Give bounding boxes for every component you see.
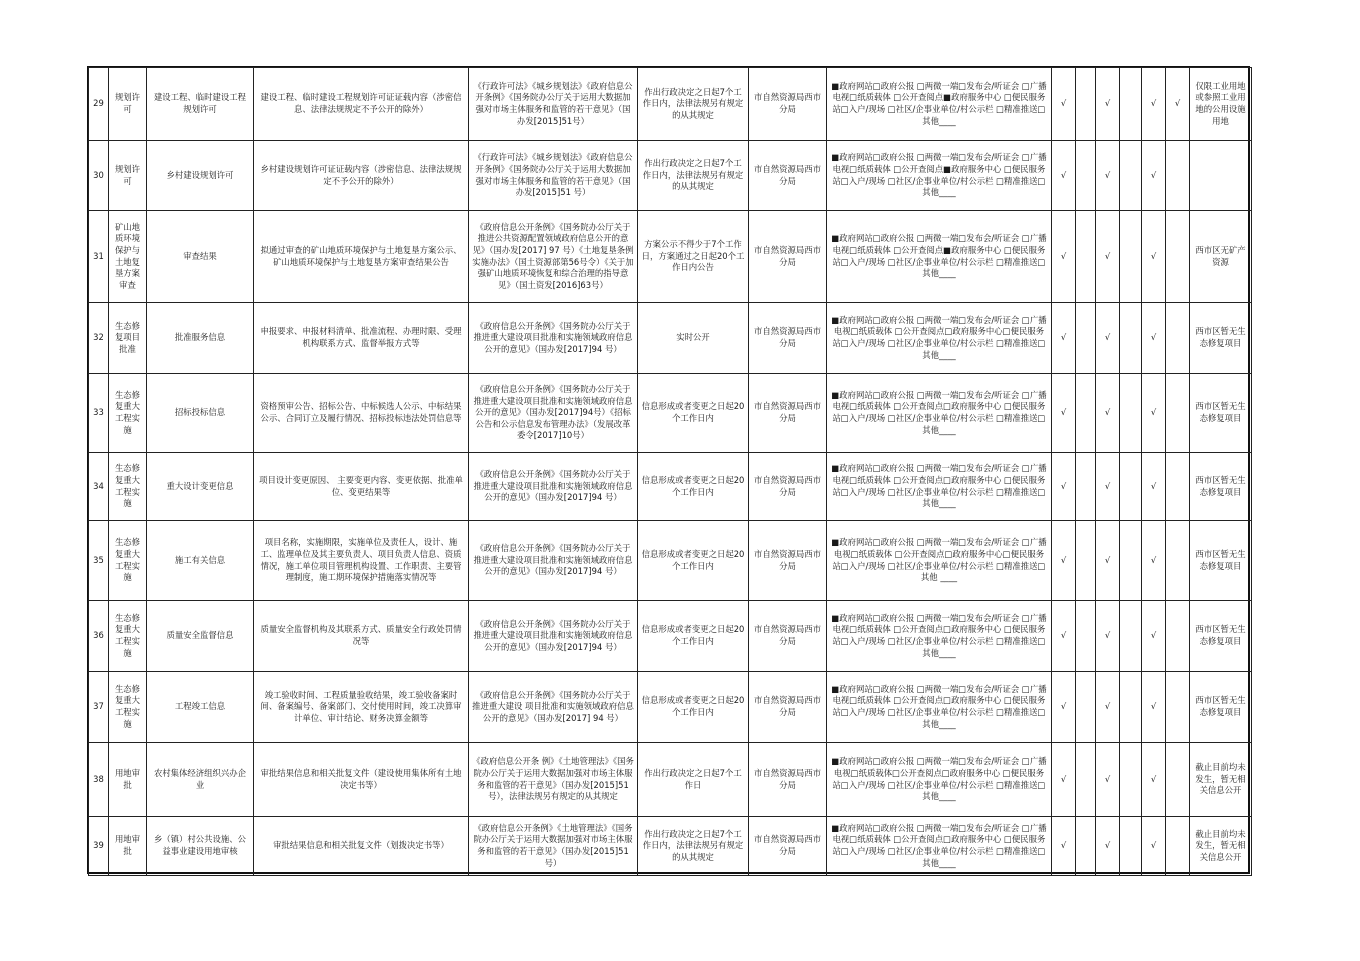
- table-body: [89, 68, 1252, 876]
- row-check-3: √: [1096, 672, 1120, 743]
- row-item: 农村集体经济组织兴办企业: [147, 743, 254, 817]
- row-check-6: [1166, 672, 1190, 743]
- row-channels: ■政府网站□政府公报 □两微一端□发布会/听证会 □广播电视□纸质载体 □公开查阅点■政府服务中心 □便民服务站□入户/现场 □社区/企事业单位/村公示栏 □精准推送□其他____: [827, 211, 1052, 303]
- row-check-4: [1120, 374, 1142, 453]
- row-content: 审批结果信息和相关批复文件（建设使用集体所有土地决定书等）: [254, 743, 469, 817]
- row-basis: 《行政许可法》《城乡规划法》《政府信息公开条例》《国务院办公厅关于运用大数据加强对市场主体服务和监管的若干意见》（国办发[2015]51号）: [469, 68, 638, 141]
- row-check-4: [1120, 601, 1142, 672]
- row-number: 35: [89, 521, 109, 601]
- row-check-3: √: [1096, 601, 1120, 672]
- row-channels: ■政府网站□政府公报 □两微一端□发布会/听证会 □广播电视□纸质载体 □公开查阅点□政府服务中心 □便民服务站□入户/现场 □社区/企事业单位/村公示栏 □精准推送□其他____: [827, 453, 1052, 521]
- table-row: [89, 303, 1252, 374]
- row-subject: 市自然资源局西市分局: [749, 672, 827, 743]
- row-check-6: √: [1166, 68, 1190, 141]
- row-content: 项目名称，实施期限，实施单位及责任人，设计、施工、监理单位及其主要负责人、项目负责人信息、资质情况，施工单位项目管理机构设置、工作职责、主要管理制度，施工期环境保护措施落实情况等: [254, 521, 469, 601]
- row-basis: 《政府信息公开条例》《国务院办公厅关于推进重大建设项目批准和实施领域政府信息公开的意见》（国办发[2017]94 号）: [469, 303, 638, 374]
- row-check-4: [1120, 141, 1142, 211]
- row-note: 仅限工业用地或参照工业用地的公用设施用地: [1190, 68, 1252, 141]
- row-subject: 市自然资源局西市分局: [749, 817, 827, 876]
- row-content: 质量安全监督机构及其联系方式、质量安全行政处罚情况等: [254, 601, 469, 672]
- row-content: 建设工程、临时建设工程规划许可证证载内容（涉密信息、法律法规规定不予公开的除外）: [254, 68, 469, 141]
- row-check-5: √: [1142, 521, 1166, 601]
- row-basis: 《政府信息公开条例》《国务院办公厅关于推进重大建设项目批准和实施领域政府信息公开的意见》（国办发[2017]94 号）: [469, 521, 638, 601]
- row-check-6: [1166, 141, 1190, 211]
- row-check-6: [1166, 743, 1190, 817]
- row-check-1: √: [1052, 141, 1076, 211]
- table-row: [89, 68, 1252, 141]
- row-check-1: √: [1052, 303, 1076, 374]
- row-check-4: [1120, 521, 1142, 601]
- row-check-1: √: [1052, 601, 1076, 672]
- row-item: 招标投标信息: [147, 374, 254, 453]
- row-check-1: √: [1052, 453, 1076, 521]
- row-channels: ■政府网站□政府公报 □两微一端□发布会/听证会 □广播电视□纸质载体 □公开查阅点□政府服务中心 □便民服务站□入户/现场 □社区/企事业单位/村公示栏 □精准推送□其他____: [827, 601, 1052, 672]
- row-note: 西市区无矿产资源: [1190, 211, 1252, 303]
- row-check-2: [1076, 672, 1096, 743]
- row-check-3: √: [1096, 817, 1120, 876]
- table-row: [89, 141, 1252, 211]
- row-subject: 市自然资源局西市分局: [749, 743, 827, 817]
- row-category: 生态修复项目批准: [109, 303, 147, 374]
- row-check-2: [1076, 374, 1096, 453]
- row-check-2: [1076, 68, 1096, 141]
- row-check-5: √: [1142, 601, 1166, 672]
- row-check-3: √: [1096, 303, 1120, 374]
- row-check-4: [1120, 743, 1142, 817]
- row-check-3: √: [1096, 211, 1120, 303]
- row-check-2: [1076, 303, 1096, 374]
- row-content: 竣工验收时间、工程质量验收结果，竣工验收备案时间、备案编号、备案部门、交付使用时间，竣工决算审计单位、审计结论、财务决算金额等: [254, 672, 469, 743]
- row-number: 33: [89, 374, 109, 453]
- row-content: 乡村建设规划许可证证载内容（涉密信息、法律法规规定不予公开的除外）: [254, 141, 469, 211]
- row-number: 31: [89, 211, 109, 303]
- row-item: 乡（镇）村公共设施、公益事业建设用地审核: [147, 817, 254, 876]
- row-subject: 市自然资源局西市分局: [749, 601, 827, 672]
- row-check-1: √: [1052, 374, 1076, 453]
- row-item: 批准服务信息: [147, 303, 254, 374]
- row-check-2: [1076, 743, 1096, 817]
- row-category: 用地审批: [109, 743, 147, 817]
- row-category: 生态修复重大工程实施: [109, 601, 147, 672]
- row-subject: 市自然资源局西市分局: [749, 374, 827, 453]
- row-number: 36: [89, 601, 109, 672]
- row-category: 生态修复重大工程实施: [109, 521, 147, 601]
- row-check-2: [1076, 211, 1096, 303]
- row-item: 施工有关信息: [147, 521, 254, 601]
- row-note: 截止目前均未发生，暂无相关信息公开: [1190, 817, 1252, 876]
- table-row: [89, 743, 1252, 817]
- row-check-1: √: [1052, 743, 1076, 817]
- row-number: 30: [89, 141, 109, 211]
- row-basis: 《政府信息公开条例》《国务院办公厅关于推进公共资源配置领域政府信息公开的意见》（国办发[2017] 97 号）《土地复垦条例实施办法》（国土资源部第56号令）《关于加强矿山地质环境恢复和综合治理的指导意见》（国土资发[2016]63号）: [469, 211, 638, 303]
- row-check-1: √: [1052, 672, 1076, 743]
- row-basis: 《政府信息公开条例》《国务院办公厅关于推进重大建设项目批准和实施领域政府信息公开的意见》（国办发[2017]94 号）: [469, 601, 638, 672]
- row-content: 审批结果信息和相关批复文件（划拨决定书等）: [254, 817, 469, 876]
- row-check-5: √: [1142, 672, 1166, 743]
- table-row: [89, 453, 1252, 521]
- row-check-2: [1076, 817, 1096, 876]
- row-check-5: √: [1142, 817, 1166, 876]
- row-check-4: [1120, 68, 1142, 141]
- row-subject: 市自然资源局西市分局: [749, 303, 827, 374]
- row-number: 32: [89, 303, 109, 374]
- row-check-1: √: [1052, 211, 1076, 303]
- row-note: 西市区暂无生态修复项目: [1190, 672, 1252, 743]
- row-item: 工程竣工信息: [147, 672, 254, 743]
- row-check-4: [1120, 817, 1142, 876]
- row-subject: 市自然资源局西市分局: [749, 141, 827, 211]
- row-channels: ■政府网站□政府公报 □两微一端□发布会/听证会 □广播电视□纸质载体 □公开查阅点■政府服务中心 □便民服务站□入户/现场 □社区/企事业单位/村公示栏 □精准推送□其他____: [827, 141, 1052, 211]
- row-content: 项目设计变更原因、 主要变更内容、变更依据、批准单位、变更结果等: [254, 453, 469, 521]
- row-check-5: √: [1142, 68, 1166, 141]
- row-channels: ■政府网站□政府公报 □两微一端□发布会/听证会 □广播电视□纸质载体 □公开查阅点□政府服务中心□便民服务站□入户/现场 □社区/企事业单位/村公示栏 □精准推送□其他____: [827, 303, 1052, 374]
- row-item: 乡村建设规划许可: [147, 141, 254, 211]
- row-content: 申报要求、申报材料清单、批准流程、办理时限、受理机构联系方式、监督举报方式等: [254, 303, 469, 374]
- row-channels: ■政府网站□政府公报 □两微一端□发布会/听证会 □广播电视□纸质载体 □公开查阅点■政府服务中心 □便民服务站□入户/现场 □社区/企事业单位/村公示栏 □精准推送□其他____: [827, 68, 1052, 141]
- row-subject: 市自然资源局西市分局: [749, 521, 827, 601]
- row-note: 西市区暂无生态修复项目: [1190, 303, 1252, 374]
- row-note: 西市区暂无生态修复项目: [1190, 601, 1252, 672]
- row-timing: 信息形成或者变更之日起20个工作日内: [638, 374, 749, 453]
- row-category: 矿山地质环境保护与土地复垦方案审查: [109, 211, 147, 303]
- row-item: 质量安全监督信息: [147, 601, 254, 672]
- row-check-3: √: [1096, 141, 1120, 211]
- row-number: 39: [89, 817, 109, 876]
- row-timing: 信息形成或者变更之日起20个工作日内: [638, 601, 749, 672]
- row-timing: 作出行政决定之日起7个工作日内，法律法规另有规定的从其规定: [638, 817, 749, 876]
- row-check-5: √: [1142, 141, 1166, 211]
- row-basis: 《政府信息公开条例》《国务院办公厅关于推进重大建设 项目批准和实施领域政府信息公开的意见》（国办发[2017] 94 号）: [469, 672, 638, 743]
- row-item: 建设工程、临时建设工程规划许可: [147, 68, 254, 141]
- table-row: [89, 521, 1252, 601]
- row-check-4: [1120, 453, 1142, 521]
- row-check-2: [1076, 141, 1096, 211]
- row-basis: 《政府信息公开条例》《国务院办公厅关于推进重大建设项目批准和实施领域政府信息公开的意见》（国办发[2017]94号）《招标公告和公示信息发布管理办法》（发展改革委令[2017]10号）: [469, 374, 638, 453]
- row-content: 资格预审公告、招标公告、中标候选人公示、中标结果公示、合同订立及履行情况、招标投标违法处罚信息等: [254, 374, 469, 453]
- row-number: 38: [89, 743, 109, 817]
- row-timing: 作出行政决定之日起7个工作日内，法律法规另有规定的从其规定: [638, 68, 749, 141]
- table-row: [89, 672, 1252, 743]
- row-timing: 作出行政决定之日起7个工作日: [638, 743, 749, 817]
- row-check-5: √: [1142, 211, 1166, 303]
- row-note: 西市区暂无生态修复项目: [1190, 374, 1252, 453]
- row-note: 截止目前均未发生，暂无相关信息公开: [1190, 743, 1252, 817]
- row-check-5: √: [1142, 453, 1166, 521]
- row-category: 规划许可: [109, 68, 147, 141]
- row-check-1: √: [1052, 817, 1076, 876]
- row-check-4: [1120, 211, 1142, 303]
- row-number: 37: [89, 672, 109, 743]
- row-channels: ■政府网站□政府公报 □两微一端□发布会/听证会 □广播电视□纸质载体 □公开查阅点□政府服务中心□便民服务站□入户/现场 □社区/企事业单位/村公示栏 □精准推送□其他 ____: [827, 521, 1052, 601]
- row-channels: ■政府网站□政府公报 □两微一端□发布会/听证会 □广播电视□纸质载体 □公开查阅点□政府服务中心 □便民服务站□入户/现场 □社区/企事业单位/村公示栏 □精准推送□其他____: [827, 817, 1052, 876]
- row-check-5: √: [1142, 303, 1166, 374]
- row-check-3: √: [1096, 521, 1120, 601]
- row-check-6: [1166, 521, 1190, 601]
- row-note: 西市区暂无生态修复项目: [1190, 521, 1252, 601]
- row-item: 审查结果: [147, 211, 254, 303]
- row-category: 生态修复重大工程实施: [109, 672, 147, 743]
- row-number: 34: [89, 453, 109, 521]
- row-subject: 市自然资源局西市分局: [749, 68, 827, 141]
- table-row: [89, 817, 1252, 876]
- row-category: 生态修复重大工程实施: [109, 453, 147, 521]
- row-check-3: √: [1096, 68, 1120, 141]
- row-timing: 信息形成或者变更之日起20个工作日内: [638, 521, 749, 601]
- row-item: 重大设计变更信息: [147, 453, 254, 521]
- row-check-6: [1166, 374, 1190, 453]
- row-check-5: √: [1142, 374, 1166, 453]
- row-check-6: [1166, 211, 1190, 303]
- row-basis: 《政府信息公开条 例》《土地管理法》《国务院办公厅关于运用大数据加强对市场主体服务和监管的若干意见》（国办发[2015]51号），法律法规另有规定的从其规定: [469, 743, 638, 817]
- row-check-1: √: [1052, 68, 1076, 141]
- table-row: [89, 374, 1252, 453]
- row-category: 生态修复重大工程实施: [109, 374, 147, 453]
- row-check-3: √: [1096, 743, 1120, 817]
- row-channels: ■政府网站□政府公报 □两微一端□发布会/听证会 □广播电视□纸质载体□公开查阅点□政府服务中心 □便民服务站□入户/现场 □社区/企事业单位/村公示栏 □精准推送□其他____: [827, 743, 1052, 817]
- row-check-2: [1076, 601, 1096, 672]
- row-note: [1190, 141, 1252, 211]
- row-check-6: [1166, 601, 1190, 672]
- disclosure-table: [88, 67, 1252, 876]
- row-subject: 市自然资源局西市分局: [749, 453, 827, 521]
- row-timing: 方案公示不得少于7个工作日，方案通过之日起20个工作日内公告: [638, 211, 749, 303]
- row-basis: 《行政许可法》《城乡规划法》《政府信息公开条例》《国务院办公厅关于运用大数据加强对市场主体服务和监管的若干意见》（国办发[2015]51 号）: [469, 141, 638, 211]
- table-row: [89, 211, 1252, 303]
- row-basis: 《政府信息公开条例》《国务院办公厅关于推进重大建设项目批准和实施领域政府信息公开的意见》（国办发[2017]94 号）: [469, 453, 638, 521]
- row-timing: 信息形成或者变更之日起20个工作日内: [638, 453, 749, 521]
- row-note: 西市区暂无生态修复项目: [1190, 453, 1252, 521]
- row-check-5: √: [1142, 743, 1166, 817]
- row-check-2: [1076, 521, 1096, 601]
- row-basis: 《政府信息公开条例》《土地管理法》《国务院办公厅关于运用大数据加强对市场主体服务和监管的若干意见》（国办发[2015]51号）: [469, 817, 638, 876]
- row-check-4: [1120, 672, 1142, 743]
- row-timing: 实时公开: [638, 303, 749, 374]
- row-timing: 信息形成或者变更之日起20个工作日内: [638, 672, 749, 743]
- row-category: 用地审批: [109, 817, 147, 876]
- row-category: 规划许可: [109, 141, 147, 211]
- row-check-6: [1166, 453, 1190, 521]
- row-subject: 市自然资源局西市分局: [749, 211, 827, 303]
- row-timing: 作出行政决定之日起7个工作日内，法律法规另有规定的从其规定: [638, 141, 749, 211]
- row-check-6: [1166, 303, 1190, 374]
- row-check-2: [1076, 453, 1096, 521]
- row-check-1: √: [1052, 521, 1076, 601]
- row-content: 拟通过审查的矿山地质环境保护与土地复垦方案公示、矿山地质环境保护与土地复垦方案审查结果公告: [254, 211, 469, 303]
- row-number: 29: [89, 68, 109, 141]
- row-channels: ■政府网站□政府公报 □两微一端□发布会/听证会 □广播电视□纸质载体 □公开查阅点□政府服务中心 □便民服务站□入户/现场 □社区/企事业单位/村公示栏 □精准推送□其他____: [827, 374, 1052, 453]
- row-check-4: [1120, 303, 1142, 374]
- row-check-3: √: [1096, 374, 1120, 453]
- row-check-6: [1166, 817, 1190, 876]
- table-row: [89, 601, 1252, 672]
- row-channels: ■政府网站□政府公报 □两微一端□发布会/听证会 □广播电视□纸质载体 □公开查阅点□政府服务中心 □便民服务站□入户/现场 □社区/企事业单位/村公示栏 □精准推送□其他____: [827, 672, 1052, 743]
- row-check-3: √: [1096, 453, 1120, 521]
